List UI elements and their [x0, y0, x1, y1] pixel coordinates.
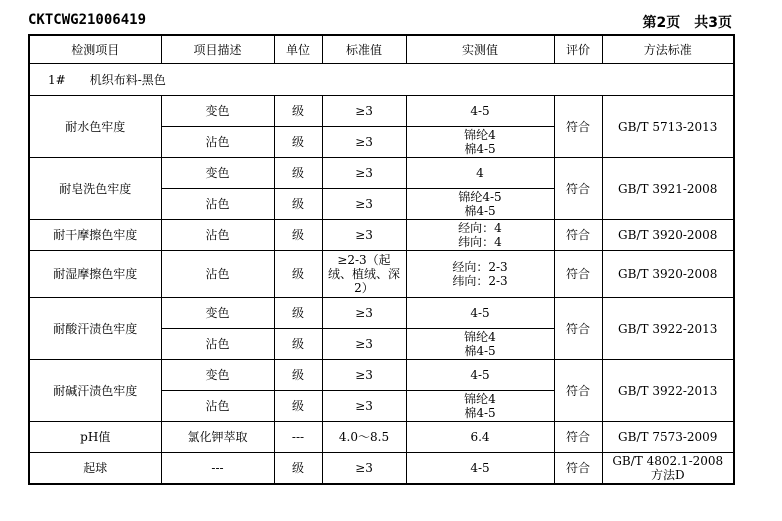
item-measured: [406, 329, 554, 360]
table-row: [29, 220, 734, 251]
item-method: GB/T 3920-2008: [602, 251, 734, 298]
table-row: [29, 422, 734, 453]
item-desc: 氯化钾萃取: [161, 422, 274, 453]
item-name: pH值: [29, 422, 161, 453]
section-row: [29, 64, 734, 96]
item-unit: 级: [274, 127, 322, 158]
item-unit: 级: [274, 329, 322, 360]
item-method: [602, 453, 734, 485]
item-desc: 沾色: [161, 251, 274, 298]
measured-line: 经向：4: [458, 221, 502, 235]
col-header: 标准值: [322, 35, 406, 64]
item-standard: ≥3: [322, 298, 406, 329]
item-evaluation: 符合: [554, 360, 602, 422]
item-method: GB/T 3922-2013: [602, 298, 734, 360]
col-header: 单位: [274, 35, 322, 64]
item-standard: 4.0～8.5: [322, 422, 406, 453]
item-unit: 级: [274, 391, 322, 422]
page-indicator: 第2页 共3页: [642, 15, 732, 31]
item-name: 耐皂洗色牢度: [29, 158, 161, 220]
item-name: 耐干摩擦色牢度: [29, 220, 161, 251]
table-row: [29, 96, 734, 127]
item-method: GB/T 3921-2008: [602, 158, 734, 220]
item-desc: 变色: [161, 158, 274, 189]
item-unit: 级: [274, 189, 322, 220]
item-method: GB/T 7573-2009: [602, 422, 734, 453]
measured-line: 棉4-5: [464, 204, 496, 218]
item-measured: [406, 127, 554, 158]
item-unit: 级: [274, 158, 322, 189]
table-row: [29, 453, 734, 485]
table-row: [29, 158, 734, 189]
item-desc: 变色: [161, 298, 274, 329]
section-title: 1# 机织布料-黑色: [29, 64, 734, 96]
col-header: 方法标准: [602, 35, 734, 64]
item-name: 耐水色牢度: [29, 96, 161, 158]
measured-line: 经向：2-3: [452, 260, 508, 274]
col-header: 项目描述: [161, 35, 274, 64]
table-row: [29, 360, 734, 391]
col-header: 检测项目: [29, 35, 161, 64]
measured-line: 纬向：4: [458, 235, 502, 249]
item-evaluation: 符合: [554, 453, 602, 485]
item-desc: ---: [161, 453, 274, 485]
item-name: 耐碱汗渍色牢度: [29, 360, 161, 422]
item-name: 耐酸汗渍色牢度: [29, 298, 161, 360]
item-measured: [406, 189, 554, 220]
item-measured: 6.4: [406, 422, 554, 453]
item-desc: 沾色: [161, 127, 274, 158]
item-standard: ≥3: [322, 189, 406, 220]
standard-line: ≥2-3（起: [337, 253, 391, 267]
item-method: GB/T 5713-2013: [602, 96, 734, 158]
measured-line: 锦纶4: [464, 128, 496, 142]
method-line: 方法D: [650, 468, 685, 482]
item-method: GB/T 3922-2013: [602, 360, 734, 422]
item-measured: 4-5: [406, 360, 554, 391]
item-standard: ≥3: [322, 220, 406, 251]
col-header: 评价: [554, 35, 602, 64]
col-header: 实测值: [406, 35, 554, 64]
item-desc: 沾色: [161, 329, 274, 360]
item-method: GB/T 3920-2008: [602, 220, 734, 251]
item-measured: [406, 220, 554, 251]
item-evaluation: 符合: [554, 422, 602, 453]
item-evaluation: 符合: [554, 96, 602, 158]
standard-line: 2）: [354, 281, 374, 295]
item-desc: 沾色: [161, 220, 274, 251]
standard-line: 绒、植绒、深: [327, 267, 400, 281]
test-results-table: [28, 34, 735, 485]
item-measured: [406, 251, 554, 298]
item-standard: ≥3: [322, 158, 406, 189]
item-evaluation: 符合: [554, 220, 602, 251]
item-standard: ≥3: [322, 360, 406, 391]
measured-line: 棉4-5: [464, 142, 496, 156]
table-row: [29, 298, 734, 329]
measured-line: 棉4-5: [464, 406, 496, 420]
table-header-row: [29, 35, 734, 64]
method-line: GB/T 4802.1-2008: [612, 454, 724, 468]
item-standard: ≥3: [322, 96, 406, 127]
item-evaluation: 符合: [554, 251, 602, 298]
item-desc: 变色: [161, 360, 274, 391]
report-number: CKTCWG21006419: [28, 12, 147, 28]
measured-line: 纬向：2-3: [452, 274, 508, 288]
item-unit: 级: [274, 298, 322, 329]
item-measured: 4-5: [406, 453, 554, 485]
item-desc: 沾色: [161, 391, 274, 422]
item-measured: 4: [406, 158, 554, 189]
item-name: 耐湿摩擦色牢度: [29, 251, 161, 298]
item-measured: [406, 391, 554, 422]
table-row: [29, 251, 734, 298]
item-name: 起球: [29, 453, 161, 485]
item-unit: 级: [274, 251, 322, 298]
measured-line: 锦纶4: [464, 330, 496, 344]
item-unit: ---: [274, 422, 322, 453]
item-evaluation: 符合: [554, 298, 602, 360]
item-desc: 沾色: [161, 189, 274, 220]
item-standard: ≥3: [322, 329, 406, 360]
item-standard: ≥3: [322, 391, 406, 422]
item-standard: [322, 251, 406, 298]
measured-line: 锦纶4-5: [458, 190, 502, 204]
item-desc: 变色: [161, 96, 274, 127]
measured-line: 棉4-5: [464, 344, 496, 358]
item-unit: 级: [274, 96, 322, 127]
measured-line: 锦纶4: [464, 392, 496, 406]
item-evaluation: 符合: [554, 158, 602, 220]
item-measured: 4-5: [406, 96, 554, 127]
item-unit: 级: [274, 220, 322, 251]
item-unit: 级: [274, 453, 322, 485]
item-standard: ≥3: [322, 453, 406, 485]
item-measured: 4-5: [406, 298, 554, 329]
item-standard: ≥3: [322, 127, 406, 158]
item-unit: 级: [274, 360, 322, 391]
